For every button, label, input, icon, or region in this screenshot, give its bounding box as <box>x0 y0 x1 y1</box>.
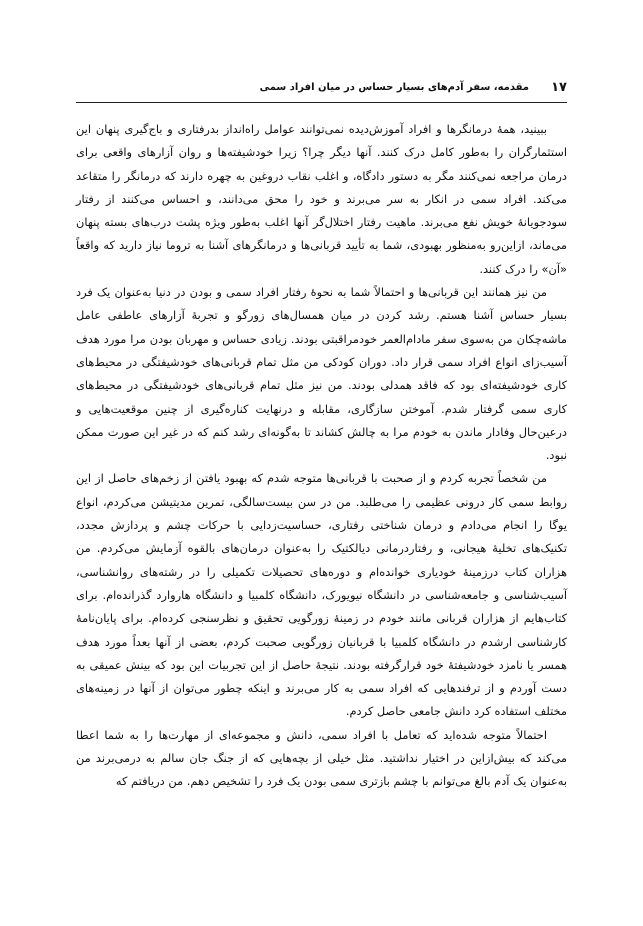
page-number: ۱۷ <box>551 80 567 95</box>
paragraph-2: من نیز همانند این قربانی‌ها و احتمالاً شما به نحوهٔ رفتار افراد سمی و بودن در دنیا به‌عنوان یک فرد بسیار حساس آشنا هستم. رشد کردن در میان همسال‌های زورگو و تجربهٔ آزارهای عاطفی عامل ماشه‌چکان من به‌سوی سفر مادام‌العمر خودمراقبتی بودند. زیادی حساس و مهربان بودن مرا مورد هدف آسیب‌زای انواع افراد سمی قرار داد. دوران کودکی من مثل تمام قربانی‌های خودشیفتگی در محیط‌های کاری خودشیفته‌ای بود که فاقد همدلی بودند. من نیز مثل تمام قربانی‌های خودشیفتگی در محیط‌های کاری سمی گرفتار شدم. آموختن سازگاری، مقابله و درنهایت کناره‌گیری از چنین موقعیت‌هایی و درعین‌حال وفادار ماندن به خودم مرا به چالش کشاند تا به‌گونه‌ای رشد کنم که در غیر این صورت ممکن نبود. <box>76 285 567 463</box>
paragraph-1: ببینید، همهٔ درمانگرها و افراد آموزش‌دیده نمی‌توانند عوامل راه‌انداز بدرفتاری و باج‌گیری پنهان این استثمارگران را به‌طور کامل درک کنند. آنها دیگر چرا؟ زیرا خودشیفته‌ها و روان آزارهای واقعی برای درمان مراجعه نمی‌کنند مگر به دستور دادگاه، و اغلب نقاب دروغین به چهره دارند که درمانگر را متقاعد می‌کند. افراد سمی در انکار به سر می‌برند و خود را محق می‌دانند، و احساس می‌کنند از رفتار سودجویانهٔ خویش نفع می‌برند. ماهیت رفتار اختلال‌گر آنها اغلب به‌طور ویژه پشت درب‌های بسته پنهان می‌ماند، ازاین‌رو به‌منظور بهبودی، شما به تأیید قربانی‌ها و درمانگرهای آشنا به تروما نیاز دارید که واقعاً «آن» را درک کنند. <box>76 122 567 276</box>
paragraph-3: من شخصاً تجربه کردم و از صحبت با قربانی‌ها متوجه شدم که بهبود یافتن از زخم‌های حاصل از این روابط سمی کار درونی عظیمی را می‌طلبد. من در سن بیست‌سالگی، تمرین مدیتیشن می‌کردم، انواع یوگا را انجام می‌دادم و درمان شناختی رفتاری، حساسیت‌زدایی با حرکات چشم و پردازش مجدد، تکنیک‌های تخلیهٔ هیجانی، و رفتاردرمانی دیالکتیک را به‌عنوان درمان‌های بالقوه آزمایش می‌کردم. من هزاران کتاب درزمینهٔ خودیاری خوانده‌ام و دوره‌های تحصیلات تکمیلی را در رشته‌های روانشناسی، آسیب‌شناسی و جامعه‌شناسی در دانشگاه نیویورک، دانشگاه کلمبیا و دانشگاه هاروارد گذرانده‌ام. برای کتاب‌هایم از هزاران قربانی مانند خودم در زمینهٔ زورگویی تحقیق و نظرسنجی کرده‌ام. برای پایان‌نامهٔ کارشناسی ارشدم در دانشگاه کلمبیا با قربانیان زورگویی صحبت کردم، بعضی از آنها بعداً مورد هدف همسر یا نامزد خودشیفتهٔ خود قرارگرفته بودند. نتیجهٔ حاصل از این تجربیات این بود که بینش عمیقی به دست آوردم و از ترفندهایی که افراد سمی به کار می‌برند و اینکه چطور می‌توان از آنها در زمینه‌های مختلف استفاده کرد دانش جامعی حاصل کردم. <box>76 471 567 719</box>
running-header-title: مقدمه، سفر آدم‌های بسیار حساس در میان افراد سمی <box>259 82 529 93</box>
body-text <box>76 118 567 794</box>
paragraph-4: احتمالاً متوجه شده‌اید که تعامل با افراد سمی، دانش و مجموعه‌ای از مهارت‌ها را به شما اعطا می‌کند که بیش‌ازاین در اختیار نداشتید. مثل خیلی از بچه‌هایی که از جنگ جان سالم به درمی‌برند من به‌عنوان یک آدم بالغ می‌توانم با چشم بازتری سمی بودن یک فرد را تشخیص دهم. من دریافتم که <box>76 727 567 789</box>
running-header <box>76 80 567 103</box>
